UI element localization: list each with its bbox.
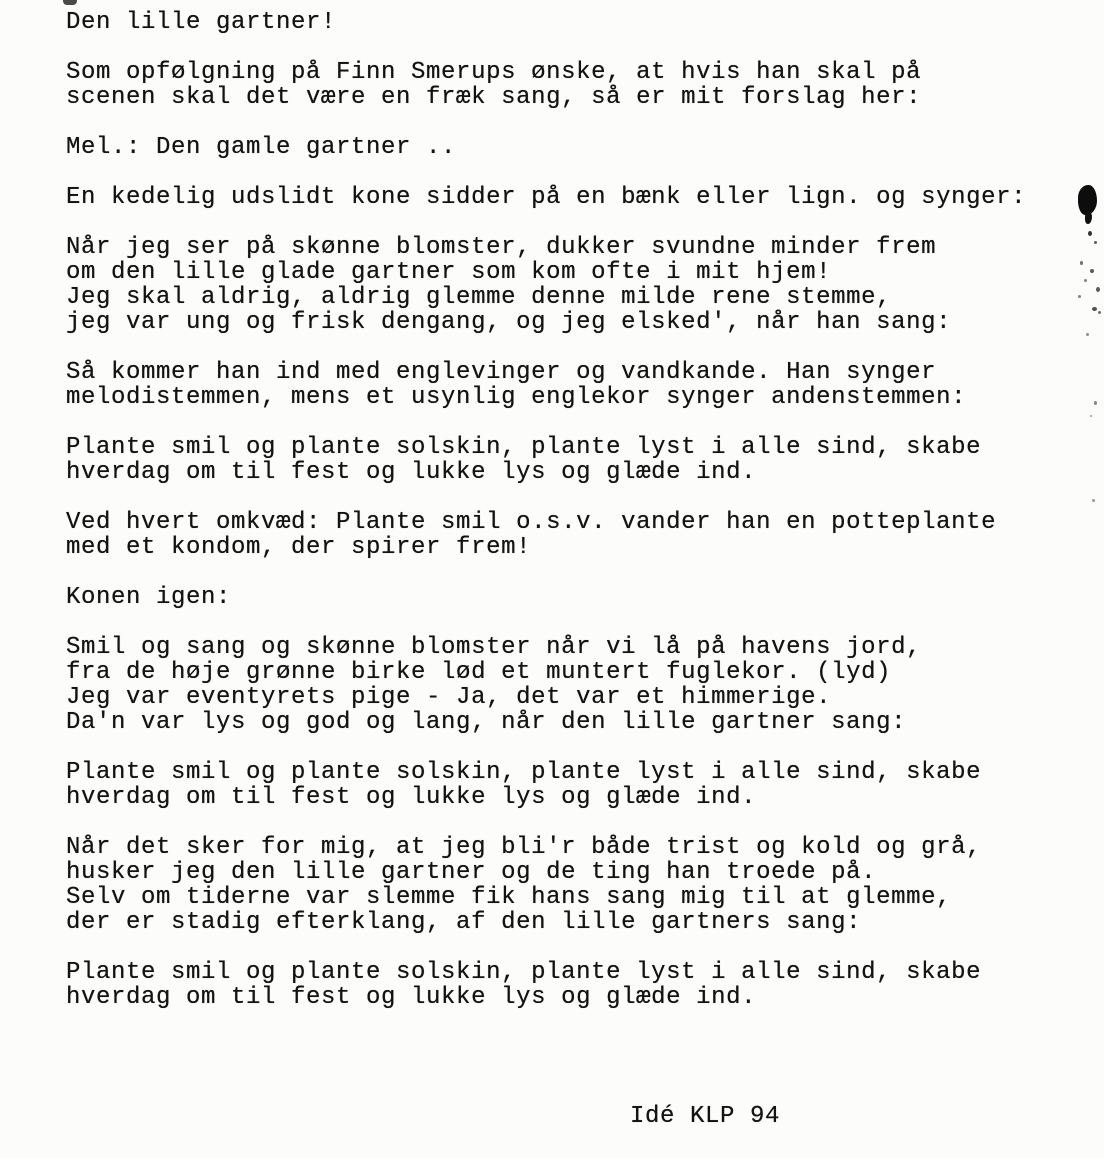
ink-blob <box>1078 185 1097 215</box>
text-line: Konen igen: <box>66 584 232 611</box>
text-line: scenen skal det være en fræk sang, så er mit forslag her: <box>66 84 922 111</box>
ink-speck <box>1078 295 1081 298</box>
text-line: husker jeg den lille gartner og de ting han troede på. <box>66 859 877 886</box>
text-line: Jeg skal aldrig, aldrig glemme denne milde rene stemme, <box>66 284 892 311</box>
paragraph <box>66 235 1066 335</box>
text-line: Plante smil og plante solskin, plante lyst i alle sind, skabe <box>66 759 982 786</box>
paragraph <box>66 360 1066 410</box>
text-line: Plante smil og plante solskin, plante lyst i alle sind, skabe <box>66 434 982 461</box>
ink-speck <box>1090 269 1094 273</box>
paragraph <box>66 185 1066 210</box>
text-line: Når jeg ser på skønne blomster, dukker svundne minder frem <box>66 234 937 261</box>
ink-stain <box>1070 183 1104 523</box>
footer-credit: Idé KLP 94 <box>630 1103 781 1130</box>
ink-speck <box>1080 261 1083 265</box>
text-line: hverdag om til fest og lukke lys og glæde ind. <box>66 784 757 811</box>
text-line: Ved hvert omkvæd: Plante smil o.s.v. vander han en potteplante <box>66 509 997 536</box>
ink-speck <box>1094 401 1097 405</box>
text-line: hverdag om til fest og lukke lys og glæde ind. <box>66 459 757 486</box>
text-line: melodistemmen, mens et usynlig englekor synger andenstemmen: <box>66 384 967 411</box>
text-line: Plante smil og plante solskin, plante lyst i alle sind, skabe <box>66 959 982 986</box>
text-line: Så kommer han ind med englevinger og vandkande. Han synger <box>66 359 937 386</box>
paragraph <box>66 10 1066 35</box>
paragraph <box>66 960 1066 1010</box>
text-line: om den lille glade gartner som kom ofte i mit hjem! <box>66 259 832 286</box>
text-line: En kedelig udslidt kone sidder på en bænk eller lign. og synger: <box>66 184 1027 211</box>
paragraph <box>66 60 1066 110</box>
text-line: hverdag om til fest og lukke lys og glæde ind. <box>66 984 757 1011</box>
paragraph <box>66 635 1066 735</box>
paragraph <box>66 760 1066 810</box>
text-line: der er stadig efterklang, af den lille gartners sang: <box>66 909 862 936</box>
text-line: jeg var ung og frisk dengang, og jeg elsked', når han sang: <box>66 309 952 336</box>
text-line: Selv om tiderne var slemme fik hans sang mig til at glemme, <box>66 884 952 911</box>
paragraph <box>66 835 1066 935</box>
text-line: Som opfølgning på Finn Smerups ønske, at hvis han skal på <box>66 59 922 86</box>
ink-speck <box>1084 279 1087 282</box>
text-line: Smil og sang og skønne blomster når vi lå på havens jord, <box>66 634 922 661</box>
ink-speck <box>1088 231 1092 236</box>
paragraph <box>66 510 1066 560</box>
ink-speck <box>1092 499 1095 502</box>
text-line: fra de høje grønne birke lød et muntert fuglekor. (lyd) <box>66 659 892 686</box>
text-line: Da'n var lys og god og lang, når den lille gartner sang: <box>66 709 907 736</box>
text-line: Når det sker for mig, at jeg bli'r både trist og kold og grå, <box>66 834 982 861</box>
ink-speck <box>1094 241 1097 244</box>
document-title: Den lille gartner! <box>66 9 337 36</box>
paragraph <box>66 435 1066 485</box>
text-line: Jeg var eventyrets pige - Ja, det var et himmerige. <box>66 684 832 711</box>
ink-speck <box>1092 307 1097 311</box>
ink-speck <box>1090 415 1092 417</box>
text-line: med et kondom, der spirer frem! <box>66 534 532 561</box>
document-body <box>66 10 1066 1035</box>
ink-speck <box>1086 333 1089 336</box>
ink-speck <box>1098 311 1101 314</box>
text-line: Mel.: Den gamle gartner .. <box>66 134 457 161</box>
paragraph <box>66 135 1066 160</box>
scan-edge-mark <box>63 0 77 5</box>
ink-speck <box>1096 287 1100 292</box>
paragraph <box>66 585 1066 610</box>
